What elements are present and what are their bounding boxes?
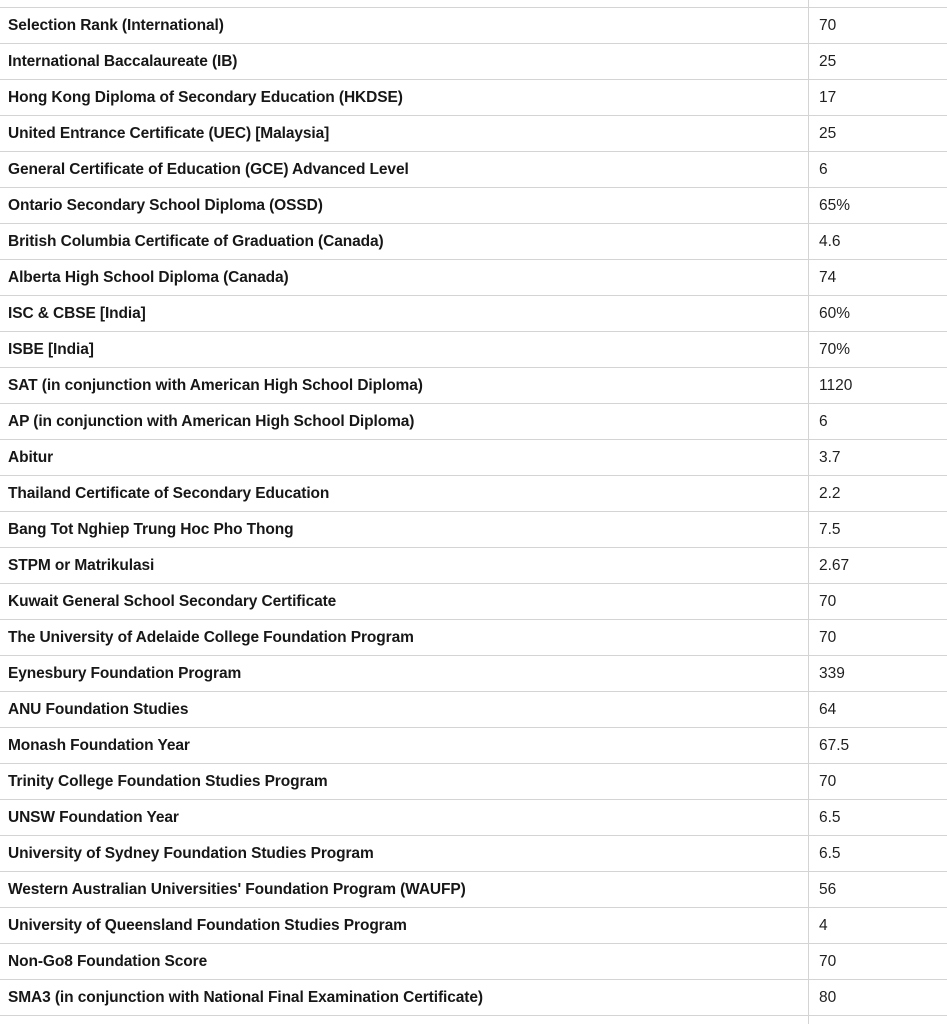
table-cell-qualification[interactable]: United Entrance Certificate (UEC) [Malaysia] — [0, 116, 809, 152]
table-row[interactable] — [0, 548, 947, 584]
table-cell-qualification[interactable]: Non-Go8 Foundation Score — [0, 944, 809, 980]
table-cell-qualification[interactable]: British Columbia Certificate of Graduation (Canada) — [0, 224, 809, 260]
table-cell-score[interactable]: 4.6 — [809, 224, 947, 260]
table-row[interactable] — [0, 908, 947, 944]
table-cell-qualification[interactable]: The University of Adelaide College Foundation Program — [0, 620, 809, 656]
table-cell-score[interactable]: 6.5 — [809, 836, 947, 872]
table-row[interactable] — [0, 872, 947, 908]
table-row[interactable] — [0, 404, 947, 440]
table-cell-score[interactable]: 70 — [809, 584, 947, 620]
table-cell-score[interactable]: 70 — [809, 8, 947, 44]
table-row[interactable] — [0, 944, 947, 980]
table-cell-qualification[interactable]: Trinity College Foundation Studies Program — [0, 764, 809, 800]
table-row[interactable] — [0, 512, 947, 548]
table-cell-qualification[interactable]: International Baccalaureate (IB) — [0, 44, 809, 80]
table-cell-score[interactable]: 70 — [809, 764, 947, 800]
table-cell-score[interactable]: 3.7 — [809, 440, 947, 476]
table-cell-score[interactable]: 70% — [809, 332, 947, 368]
table-row-partial-bottom — [0, 1016, 947, 1024]
table-cell-score[interactable]: 6 — [809, 404, 947, 440]
table-cell-qualification[interactable]: Thailand Certificate of Secondary Education — [0, 476, 809, 512]
table-row[interactable] — [0, 440, 947, 476]
table-cell-qualification[interactable]: Abitur — [0, 440, 809, 476]
table-cell-qualification[interactable]: UNSW Foundation Year — [0, 800, 809, 836]
table-row[interactable] — [0, 800, 947, 836]
table-cell-qualification[interactable]: Western Australian Universities' Foundation Program (WAUFP) — [0, 872, 809, 908]
table-row[interactable] — [0, 224, 947, 260]
table-cell-score[interactable]: 4 — [809, 908, 947, 944]
table-cell-qualification[interactable]: Monash Foundation Year — [0, 728, 809, 764]
table-cell-qualification[interactable]: Alberta High School Diploma (Canada) — [0, 260, 809, 296]
table-cell-score[interactable]: 67.5 — [809, 728, 947, 764]
table-cell-qualification[interactable]: Kuwait General School Secondary Certificate — [0, 584, 809, 620]
table-cell-qualification[interactable]: Ontario Secondary School Diploma (OSSD) — [0, 188, 809, 224]
table-cell-score[interactable]: 74 — [809, 260, 947, 296]
table-cell-score[interactable]: 6 — [809, 152, 947, 188]
table-cell-score[interactable]: 70 — [809, 620, 947, 656]
table-cell-score — [809, 0, 947, 8]
table-row[interactable] — [0, 368, 947, 404]
table-row[interactable] — [0, 728, 947, 764]
table-row[interactable] — [0, 620, 947, 656]
table-cell-score[interactable]: 65% — [809, 188, 947, 224]
table-cell-score[interactable]: 80 — [809, 980, 947, 1016]
table-row[interactable] — [0, 8, 947, 44]
table-cell-score[interactable]: 6.5 — [809, 800, 947, 836]
table-cell-qualification[interactable]: Selection Rank (International) — [0, 8, 809, 44]
table-cell-score — [809, 1016, 947, 1024]
table-row[interactable] — [0, 584, 947, 620]
table-cell-qualification — [0, 1016, 809, 1024]
table-cell-score[interactable]: 70 — [809, 944, 947, 980]
table-row-partial-top — [0, 0, 947, 8]
table-row[interactable] — [0, 692, 947, 728]
table-row[interactable] — [0, 656, 947, 692]
table-cell-score[interactable]: 64 — [809, 692, 947, 728]
table-cell-score[interactable]: 25 — [809, 116, 947, 152]
table-row[interactable] — [0, 188, 947, 224]
table-cell-score[interactable]: 1120 — [809, 368, 947, 404]
table-row[interactable] — [0, 80, 947, 116]
table-cell-qualification[interactable]: STPM or Matrikulasi — [0, 548, 809, 584]
table-cell-score[interactable]: 339 — [809, 656, 947, 692]
table-row[interactable] — [0, 152, 947, 188]
table-row[interactable] — [0, 836, 947, 872]
table-cell-qualification[interactable]: ISBE [India] — [0, 332, 809, 368]
table-cell-qualification — [0, 0, 809, 8]
table-cell-qualification[interactable]: General Certificate of Education (GCE) Advanced Level — [0, 152, 809, 188]
table-cell-score[interactable]: 2.2 — [809, 476, 947, 512]
table-row[interactable] — [0, 260, 947, 296]
table-cell-score[interactable]: 56 — [809, 872, 947, 908]
table-row[interactable] — [0, 116, 947, 152]
table-cell-qualification[interactable]: SAT (in conjunction with American High School Diploma) — [0, 368, 809, 404]
table-row[interactable] — [0, 296, 947, 332]
table-cell-score[interactable]: 17 — [809, 80, 947, 116]
table-cell-qualification[interactable]: Hong Kong Diploma of Secondary Education (HKDSE) — [0, 80, 809, 116]
table-cell-score[interactable]: 2.67 — [809, 548, 947, 584]
table-row[interactable] — [0, 332, 947, 368]
table-cell-qualification[interactable]: SMA3 (in conjunction with National Final Examination Certificate) — [0, 980, 809, 1016]
table-cell-score[interactable]: 7.5 — [809, 512, 947, 548]
table-cell-qualification[interactable]: AP (in conjunction with American High School Diploma) — [0, 404, 809, 440]
table-cell-qualification[interactable]: Bang Tot Nghiep Trung Hoc Pho Thong — [0, 512, 809, 548]
table-cell-score[interactable]: 60% — [809, 296, 947, 332]
table-cell-qualification[interactable]: University of Queensland Foundation Studies Program — [0, 908, 809, 944]
table-cell-score[interactable]: 25 — [809, 44, 947, 80]
table-row[interactable] — [0, 764, 947, 800]
table-row[interactable] — [0, 476, 947, 512]
table-cell-qualification[interactable]: Eynesbury Foundation Program — [0, 656, 809, 692]
table-cell-qualification[interactable]: University of Sydney Foundation Studies Program — [0, 836, 809, 872]
table-cell-qualification[interactable]: ISC & CBSE [India] — [0, 296, 809, 332]
table-row[interactable] — [0, 44, 947, 80]
table-cell-qualification[interactable]: ANU Foundation Studies — [0, 692, 809, 728]
table-row[interactable] — [0, 980, 947, 1016]
